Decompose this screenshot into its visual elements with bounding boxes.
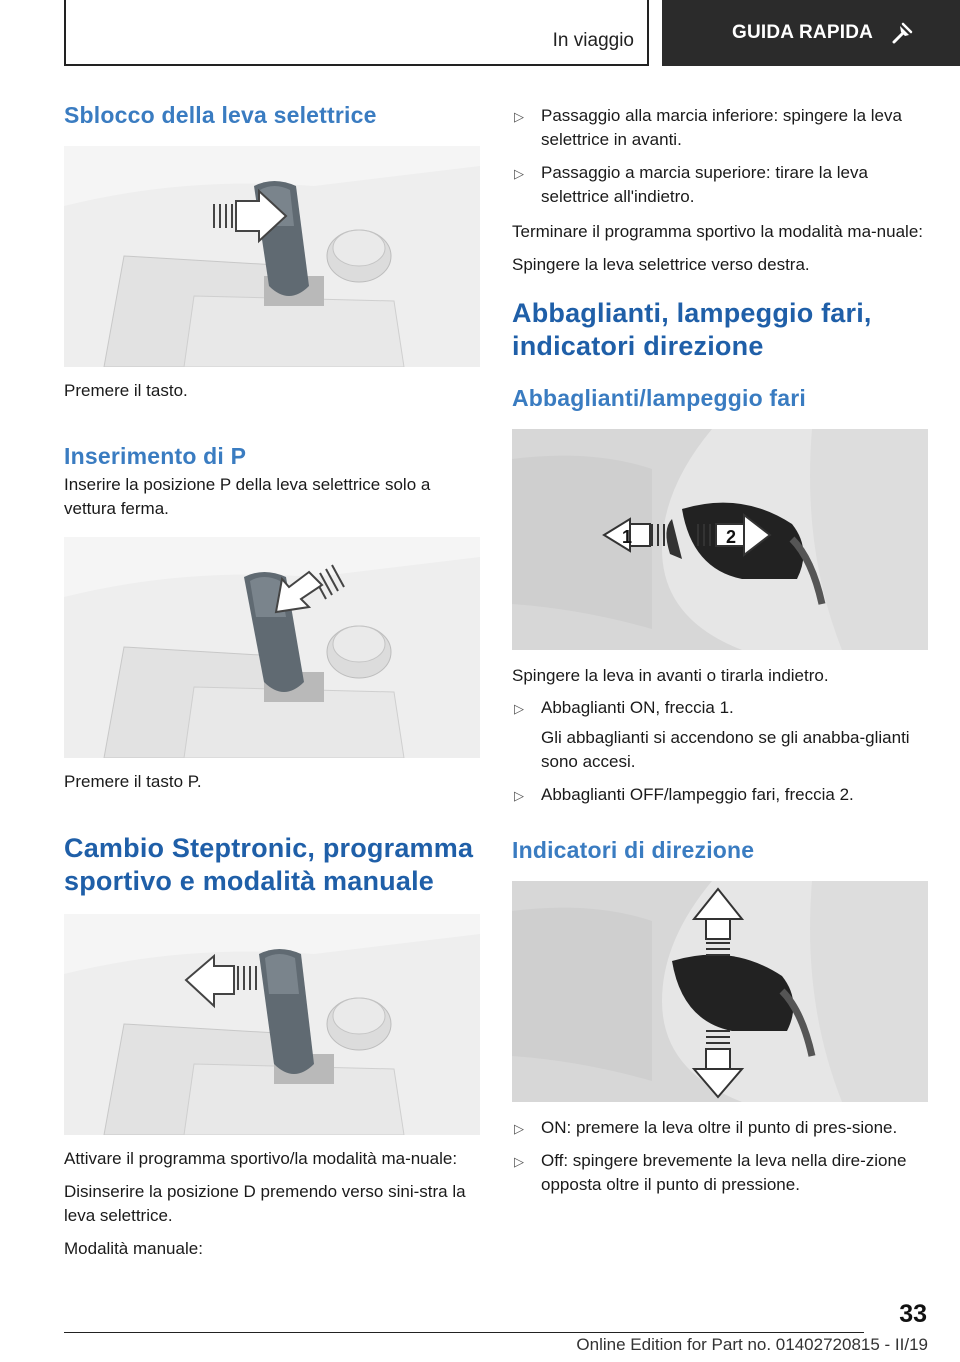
text-manual-mode: Modalità manuale: [64,1239,203,1258]
header-tab-quick-guide[interactable] [662,0,960,66]
text-end-sport: Terminare il programma sportivo la modalità ma-nuale: [512,222,923,241]
figure-label-2: 2 [726,527,737,547]
heading-engage-p: Inserimento di P [64,443,247,469]
text-lever-action: Spingere la leva in avanti o tirarla indietro. [512,666,829,685]
figure-gear-lever-manual [64,914,480,1135]
quick-guide-icon [891,22,913,44]
list-gear-shift [512,104,928,209]
triangle-bullet-icon: ▷ [514,701,524,716]
figure-high-beam-lever [512,429,928,650]
list-item: ▷ Passaggio a marcia superiore: tirare la leva selettrice all'indietro. [514,163,868,206]
footer-divider [64,1332,864,1333]
text-push-right: Spingere la leva selettrice verso destra. [512,255,810,274]
header-tab-label: GUIDA RAPIDA [732,22,874,43]
right-column [512,104,928,1206]
heading-steptronic: Cambio Steptronic, programma sportivo e modalità manuale [64,833,474,896]
triangle-bullet-icon: ▷ [514,788,524,803]
figure-label-1: 1 [622,527,633,547]
list-item: ▷ Abbaglianti ON, freccia 1. Gli abbaglianti si accendono se gli anabba-glianti sono accesi. [512,696,928,774]
text-press-button: Premere il tasto. [64,381,188,400]
list-item: ▷ Passaggio alla marcia inferiore: spingere la leva selettrice in avanti. [514,106,902,149]
text-disengage-d: Disinserire la posizione D premendo verso sini-stra la leva selettrice. [64,1182,466,1225]
list-high-beam [512,696,928,807]
text-press-p-button: Premere il tasto P. [64,772,202,791]
list-item: ▷ ON: premere la leva oltre il punto di pres-sione. [512,1116,928,1140]
triangle-bullet-icon: ▷ [514,109,524,124]
list-item: ▷ Abbaglianti OFF/lampeggio fari, freccia 2. [512,783,928,807]
triangle-bullet-icon: ▷ [514,1121,524,1136]
page-number: 33 [899,1300,927,1328]
text-engage-p-intro: Inserire la posizione P della leva selettrice solo a vettura ferma. [64,475,431,518]
heading-high-beam: Abbaglianti/lampeggio fari [512,385,807,411]
figure-gear-lever-park [64,537,480,758]
header-section-title: In viaggio [552,30,634,51]
list-item-detail: Gli abbaglianti si accendono se gli anabba-glianti sono accesi. [541,728,910,771]
figure-turn-signal-lever [512,881,928,1102]
left-column [64,100,480,1261]
text-activate-sport: Attivare il programma sportivo/la modalità ma-nuale: [64,1149,458,1168]
heading-lights: Abbaglianti, lampeggio fari, indicatori direzione [512,298,872,361]
heading-turn-signals: Indicatori di direzione [512,837,755,863]
list-item: ▷ Off: spingere brevemente la leva nella dire-zione opposta oltre il punto di pressione. [514,1151,907,1194]
figure-gear-lever-unlock [64,146,480,367]
heading-unlock-selector: Sblocco della leva selettrice [64,102,377,128]
list-turn-signals [512,1116,928,1197]
triangle-bullet-icon: ▷ [514,166,524,181]
triangle-bullet-icon: ▷ [514,1154,524,1169]
footer-edition: Online Edition for Part no. 01402720815 - II/19 [576,1335,928,1354]
